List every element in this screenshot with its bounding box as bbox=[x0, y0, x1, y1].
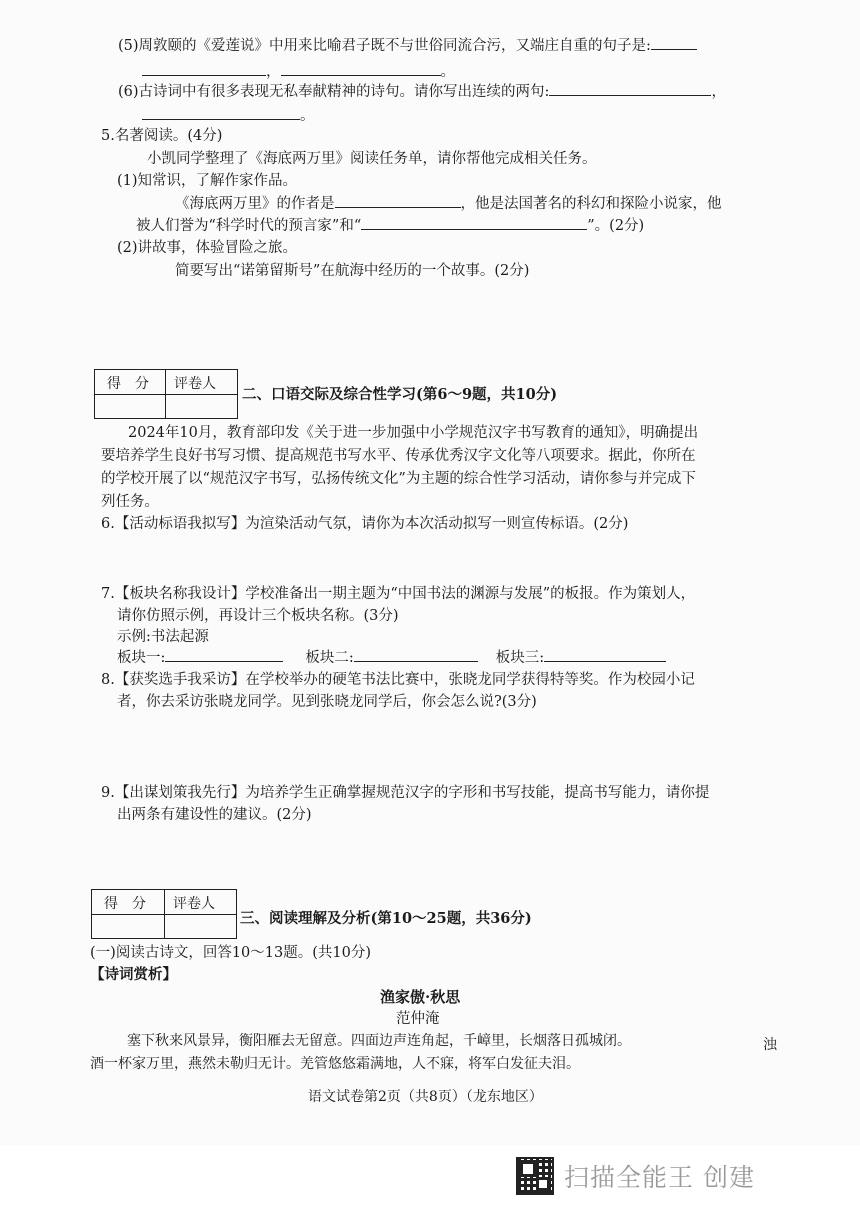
q8-l1: 8.【获奖选手我采访】在学校举办的硬笔书法比赛中，张晓龙同学获得特等奖。作为校园小记 bbox=[101, 672, 695, 688]
q9-l2: 出两条有建设性的建议。(2分) bbox=[117, 807, 312, 823]
section2-intro-l4: 列任务。 bbox=[101, 494, 159, 510]
score-box-divider bbox=[165, 370, 166, 418]
q4-item5-line2 bbox=[142, 60, 455, 81]
punct: ， bbox=[711, 84, 726, 100]
poem-title: 渔家傲·秋思 bbox=[380, 988, 461, 1006]
slot2-label: 板块二: bbox=[305, 650, 354, 666]
punct: ， bbox=[266, 64, 281, 80]
section2-intro-l3: 的学校开展了以“规范汉字书写，弘扬传统文化”为主题的综合性学习活动，请你参与并完成下 bbox=[101, 471, 696, 487]
title-blank[interactable] bbox=[361, 215, 587, 230]
q4-item5-text: (5)周敦颐的《爱莲说》中用来比喻君子既不与世俗同流合污，又端庄自重的句子是: bbox=[118, 38, 651, 54]
q8-l2: 者，你去采访张晓龙同学。见到张晓龙同学后，你会怎么说?(3分) bbox=[117, 694, 537, 710]
answer-blank[interactable] bbox=[651, 35, 697, 50]
q5-task1-line1 bbox=[175, 192, 722, 213]
q5-task1-title: (1)知常识，了解作家作品。 bbox=[117, 173, 298, 189]
q4-item6-line2 bbox=[142, 104, 315, 125]
page-footer: 语文试卷第2页（共8页）（龙东地区） bbox=[308, 1089, 543, 1105]
watermark-text: 扫描全能王 创建 bbox=[564, 1163, 755, 1192]
section3-sub: (一)阅读古诗文，回答10～13题。(共10分) bbox=[90, 945, 371, 961]
q5-task2-title: (2)讲故事，体验冒险之旅。 bbox=[117, 240, 298, 256]
qr-code-icon bbox=[516, 1157, 554, 1195]
q9-l1: 9.【出谋划策我先行】为培养学生正确掌握规范汉字的字形和书写技能，提高书写能力，请你提 bbox=[101, 785, 710, 801]
slot2-blank[interactable] bbox=[354, 647, 478, 662]
q5-task1-c: 被人们誉为“科学时代的预言家”和“ bbox=[136, 218, 362, 234]
poem-line2: 酒一杯家万里，燕然未勒归无计。羌管悠悠霜满地，人不寐，将军白发征夫泪。 bbox=[90, 1056, 580, 1072]
q5-task1-line2 bbox=[136, 214, 644, 235]
slot3-blank[interactable] bbox=[544, 647, 666, 662]
punct: 。 bbox=[300, 108, 315, 124]
watermark bbox=[516, 1157, 755, 1195]
q4-item5 bbox=[118, 34, 697, 55]
q7-example: 示例:书法起源 bbox=[117, 629, 209, 645]
q4-item6 bbox=[118, 80, 726, 101]
poem-line1-end: 浊 bbox=[763, 1037, 777, 1053]
score-box-divider bbox=[164, 890, 165, 938]
author-blank[interactable] bbox=[335, 193, 461, 208]
q5-intro: 小凯同学整理了《海底两万里》阅读任务单，请你帮他完成相关任务。 bbox=[147, 151, 597, 167]
grader-label: 评卷人 bbox=[174, 376, 216, 392]
punct: 。 bbox=[440, 64, 455, 80]
score-label: 得 分 bbox=[107, 376, 149, 392]
poem-author: 范仲淹 bbox=[396, 1011, 440, 1027]
q5-title: 5.名著阅读。(4分) bbox=[101, 128, 223, 144]
slot3-label: 板块三: bbox=[495, 650, 545, 666]
section3-tag: 【诗词赏析】 bbox=[90, 966, 177, 983]
q5-task1-a: 《海底两万里》的作者是 bbox=[175, 196, 335, 212]
section2-intro-l2: 要培养学生良好书写习惯、提高规范书写水平、传承优秀汉字文化等八项要求。据此，你所在 bbox=[101, 448, 696, 464]
section3-heading: 三、阅读理解及分析(第10～25题，共36分) bbox=[240, 910, 532, 927]
section2-intro-l1: 2024年10月，教育部印发《关于进一步加强中小学规范汉字书写教育的通知》，明确提出 bbox=[128, 425, 699, 441]
q7-l2: 请你仿照示例，再设计三个板块名称。(3分) bbox=[117, 608, 399, 624]
q7-l1: 7.【板块名称我设计】学校准备出一期主题为“中国书法的渊源与发展”的板报。作为策划人， bbox=[101, 586, 696, 602]
score-box bbox=[94, 369, 238, 419]
answer-blank[interactable] bbox=[142, 105, 300, 120]
answer-blank[interactable] bbox=[281, 61, 441, 76]
q5-task1-b: ，他是法国著名的科幻和探险小说家，他 bbox=[460, 196, 722, 212]
slot1-blank[interactable] bbox=[165, 647, 283, 662]
score-label: 得 分 bbox=[104, 896, 146, 912]
q5-task2-text: 简要写出“诺第留斯号”在航海中经历的一个故事。(2分) bbox=[175, 263, 530, 279]
section2-heading: 二、口语交际及综合性学习(第6～9题，共10分) bbox=[242, 386, 558, 403]
slot1-label: 板块一: bbox=[117, 650, 166, 666]
answer-blank[interactable] bbox=[142, 61, 266, 76]
q5-task1-d: ”。(2分) bbox=[587, 218, 645, 234]
score-box bbox=[91, 889, 237, 939]
grader-label: 评卷人 bbox=[173, 896, 215, 912]
answer-blank[interactable] bbox=[549, 81, 711, 96]
q4-item6-text: (6)古诗词中有很多表现无私奉献精神的诗句。请你写出连续的两句: bbox=[118, 84, 550, 100]
q6-text: 6.【活动标语我拟写】为渲染活动气氛，请你为本次活动拟写一则宣传标语。(2分) bbox=[101, 516, 629, 532]
q7-slots bbox=[117, 646, 666, 667]
poem-line1: 塞下秋来风景异，衡阳雁去无留意。四面边声连角起，千嶂里，长烟落日孤城闭。 bbox=[127, 1033, 631, 1049]
